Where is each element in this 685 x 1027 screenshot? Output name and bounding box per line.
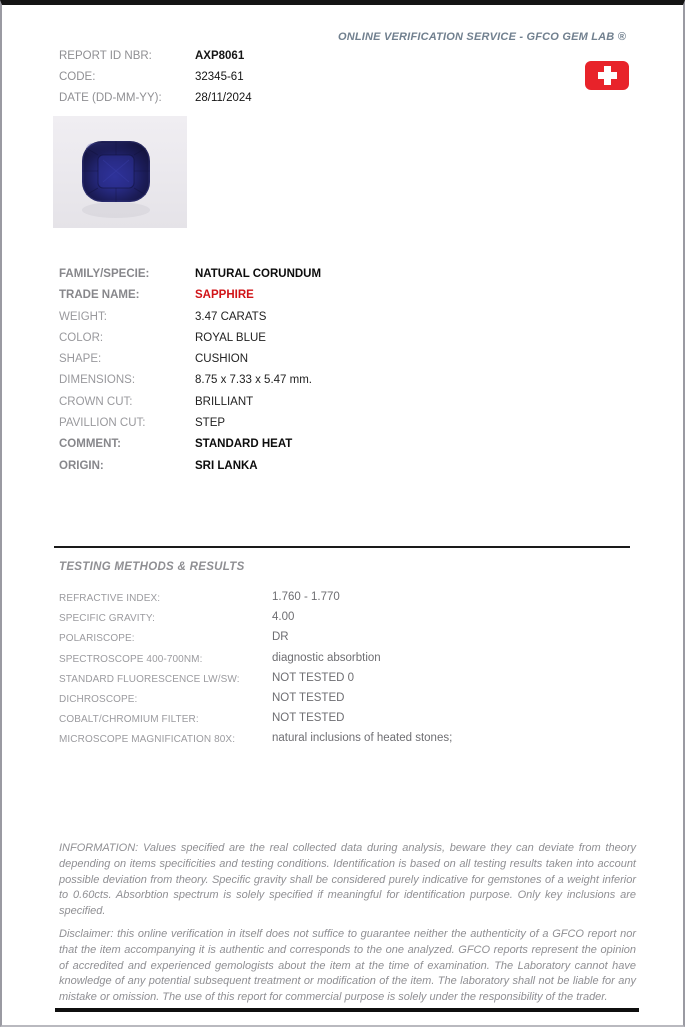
testing-section-title: TESTING METHODS & RESULTS: [59, 561, 245, 573]
pavillion-cut-value: STEP: [195, 417, 226, 430]
date-row: [59, 92, 399, 113]
code-label: CODE:: [59, 71, 96, 83]
trade-name-value: SAPPHIRE: [195, 289, 254, 302]
weight-row: [59, 311, 479, 332]
microscope-label: MICROSCOPE MAGNIFICATION 80X:: [59, 734, 236, 746]
specific-gravity-value: 4.00: [272, 611, 295, 624]
origin-value: SRI LANKA: [195, 459, 258, 472]
shape-row: [59, 353, 479, 374]
cobalt-filter-row: [59, 712, 619, 732]
specific-gravity-row: [59, 611, 619, 631]
dichroscope-row: [59, 692, 619, 712]
cobalt-filter-label: COBALT/CHROMIUM FILTER:: [59, 714, 199, 726]
spectroscope-value: diagnostic absorbtion: [272, 651, 381, 664]
code-row: [59, 71, 399, 92]
comment-label: COMMENT:: [59, 438, 121, 451]
color-row: [59, 332, 479, 353]
bottom-rule: [55, 1008, 639, 1012]
identification-table: [59, 268, 479, 481]
fluorescence-row: [59, 672, 619, 692]
color-label: COLOR:: [59, 331, 104, 344]
shape-value: CUSHION: [195, 353, 249, 366]
specific-gravity-label: SPECIFIC GRAVITY:: [59, 613, 155, 625]
trade-name-row: [59, 289, 479, 310]
report-id-row: [59, 50, 399, 71]
polariscope-value: DR: [272, 631, 289, 644]
color-value: ROYAL BLUE: [195, 331, 266, 344]
dimensions-row: [59, 374, 479, 395]
dimensions-label: DIMENSIONS:: [59, 374, 136, 387]
spectroscope-row: [59, 652, 619, 672]
family-row: [59, 268, 479, 289]
shape-label: SHAPE:: [59, 353, 102, 366]
sapphire-gem-image: [53, 116, 187, 228]
date-value: 28/11/2024: [195, 92, 252, 104]
dimensions-value: 8.75 x 7.33 x 5.47 mm.: [195, 374, 312, 387]
pavillion-cut-label: PAVILLION CUT:: [59, 417, 146, 430]
dichroscope-label: DICHROSCOPE:: [59, 693, 138, 705]
information-paragraph: INFORMATION: Values specified are the real collected data during analysis, beware they can deviate from theory depending on items specificities and testing conditions. Identification is based on all testing results taken into account possible deviation from theory. Specific gravity shall be considered purely indicative for gemstones of a weight inferior to 0.60cts. Absorbtion spectrum is solely specified if meaningful for identification purpose. Only key inclusions are specified.: [59, 842, 636, 918]
weight-value: 3.47 CARATS: [195, 310, 267, 323]
code-value: 32345-61: [195, 71, 244, 83]
fluorescence-value: NOT TESTED 0: [272, 671, 355, 684]
service-title: ONLINE VERIFICATION SERVICE - GFCO GEM LAB ®: [337, 31, 626, 43]
comment-value: STANDARD HEAT: [195, 438, 293, 451]
fluorescence-label: STANDARD FLUORESCENCE LW/SW:: [59, 673, 240, 685]
spectroscope-label: SPECTROSCOPE 400-700NM:: [59, 653, 203, 665]
microscope-value: natural inclusions of heated stones;: [272, 732, 453, 745]
report-id-value: AXP8061: [195, 50, 245, 62]
microscope-row: [59, 732, 619, 752]
pavillion-cut-row: [59, 417, 479, 438]
trade-name-label: TRADE NAME:: [59, 289, 140, 302]
crown-cut-row: [59, 396, 479, 417]
polariscope-row: [59, 631, 619, 651]
flag-cross-horizontal: [598, 72, 617, 79]
comment-row: [59, 438, 479, 459]
section-divider: [54, 546, 630, 548]
family-label: FAMILY/SPECIE:: [59, 268, 150, 280]
date-label: DATE (DD-MM-YY):: [59, 92, 162, 104]
crown-cut-label: CROWN CUT:: [59, 395, 133, 408]
gemstone-photo: [53, 116, 187, 228]
refractive-index-value: 1.760 - 1.770: [272, 591, 340, 603]
report-id-label: REPORT ID NBR:: [59, 50, 152, 62]
testing-results-table: [59, 591, 619, 753]
crown-cut-value: BRILLIANT: [195, 395, 254, 408]
refractive-index-row: [59, 591, 619, 611]
swiss-flag-icon: [585, 61, 629, 90]
origin-label: ORIGIN:: [59, 459, 104, 472]
weight-label: WEIGHT:: [59, 310, 107, 323]
cobalt-filter-value: NOT TESTED: [272, 712, 345, 725]
refractive-index-label: REFRACTIVE INDEX:: [59, 593, 161, 604]
report-header-fields: [59, 50, 399, 113]
origin-row: [59, 460, 479, 481]
polariscope-label: POLARISCOPE:: [59, 633, 135, 645]
disclaimer-paragraph: Disclaimer: this online verification in itself does not suffice to guarantee neither the authenticity of a GFCO report nor that the item accompanying it is authentic and corresponds to the one analyzed. GFCO reports represent the opinion of accredited and experienced gemologists about the item at the time of examination. The Laboratory cannot have knowledge of any potential subsequent treatment or modification of the item. The laboratory shall not be liable for any mistake or omission. The use of this report for commercial purpose is solely under the responsibility of the trader.: [59, 928, 636, 1004]
dichroscope-value: NOT TESTED: [272, 691, 345, 704]
family-value: NATURAL CORUNDUM: [195, 268, 322, 280]
